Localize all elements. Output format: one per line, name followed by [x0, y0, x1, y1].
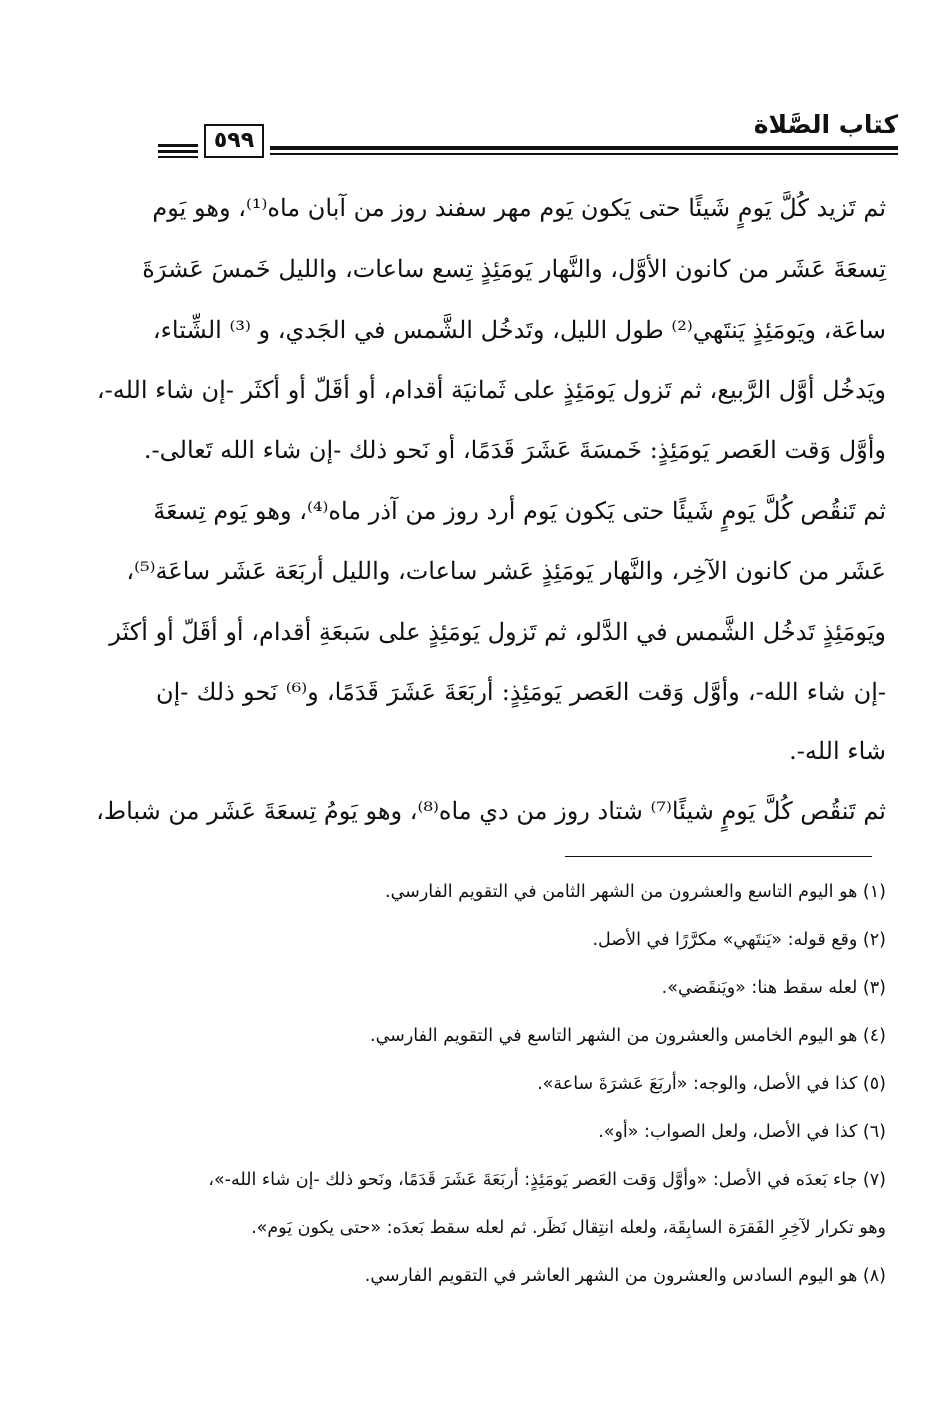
footnote: (١) هو اليوم التاسع والعشرون من الشهر الثامن في التقويم الفارسي. [385, 882, 886, 902]
header-rule-left [158, 144, 198, 147]
footnote-continuation: وهو تكرار لآخِرِ الفَقرَة السابِقَة، ولعله انتِقال نَظَر. ثم لعله سقط بَعدَه: «حتى يكون يَوم». [251, 1218, 886, 1238]
body-line: وأوَّل وَقت العَصر يَومَئِذٍ: خَمسَةَ عَشَرَ قَدَمًا، أو نَحو ذلك -إن شاء الله تَعالى-. [143, 436, 886, 464]
body-line: شاء الله-. [789, 737, 886, 765]
footnote: (٣) لعله سقط هنا: «ويَنقَضي». [661, 978, 886, 998]
footnote-separator [565, 856, 872, 857]
header-rule [270, 146, 898, 150]
footnote: (٢) وقع قوله: «يَنتَهي» مكرَّرًا في الأصل. [592, 930, 886, 950]
footnote: (٦) كذا في الأصل، ولعل الصواب: «أو». [598, 1122, 886, 1142]
body-line: ثم تَنقُص كُلَّ يَومٍ شَيئًا حتى يَكون يَوم أرد روز من آذر ماه⁽⁴⁾، وهو يَوم تِسعَةَ [153, 497, 886, 525]
footnote: (٨) هو اليوم السادس والعشرون من الشهر العاشر في التقويم الفارسي. [364, 1266, 886, 1286]
body-line: ويَومَئِذٍ تَدخُل الشَّمس في الدَّلو، ثم تَزول يَومَئِذٍ على سَبعَةِ أقدام، أو أقَلّ أو أكثَر [109, 618, 886, 646]
header-rule-thin [270, 153, 898, 155]
body-line: ثم تَزيد كُلَّ يَومٍ شَيئًا حتى يَكون يَوم مهر سفند روز من آبان ماه⁽¹⁾، وهو يَوم [152, 194, 886, 222]
header-rule-left [158, 150, 198, 153]
body-line: ساعَة، ويَومَئِذٍ يَنتَهي⁽²⁾ طول الليل، وتَدخُل الشَّمس في الجَدي، و ⁽³⁾ الشِّتاء، [152, 316, 886, 344]
body-line: -إن شاء الله-، وأوَّل وَقت العَصر يَومَئِذٍ: أربَعَةَ عَشَرَ قَدَمًا، و⁽⁶⁾ نَحو ذلك -إن [156, 678, 886, 706]
footnote: (٥) كذا في الأصل، والوجه: «أربَعَ عَشرَةَ ساعة». [537, 1074, 886, 1094]
header-rule-left [158, 156, 198, 158]
footnote: (٤) هو اليوم الخامس والعشرون من الشهر التاسع في التقويم الفارسي. [370, 1026, 886, 1046]
body-line: ويَدخُل أوَّل الرَّبيع، ثم تَزول يَومَئِذٍ على ثَمانيَة أقدام، أو أقَلّ أو أكثَر -إن شاء الله-، [96, 376, 886, 404]
running-head-title: كتاب الصَّلاة [753, 110, 898, 139]
footnote: (٧) جاء بَعدَه في الأصل: «وأوَّل وَقت العَصر يَومَئِذٍ: أربَعَةَ عَشَرَ قَدَمًا، ونَحو ذلك -إن شاء الله-»، [208, 1170, 886, 1190]
body-line: ثم تَنقُص كُلَّ يَومٍ شيئًا⁽⁷⁾ شتاد روز من دي ماه⁽⁸⁾، وهو يَومُ تِسعَةَ عَشَر من شباط، [96, 797, 886, 825]
page-number: ٥٩٩ [204, 124, 264, 158]
page-header [158, 108, 898, 158]
body-line: تِسعَةَ عَشَر من كانون الأوَّل، والنَّهار يَومَئِذٍ تِسع ساعات، والليل خَمسَ عَشرَةَ [142, 255, 886, 283]
body-line: عَشَر من كانون الآخِر، والنَّهار يَومَئِذٍ عَشر ساعات، والليل أربَعَة عَشَر ساعَة⁽⁵⁾، [126, 557, 886, 585]
